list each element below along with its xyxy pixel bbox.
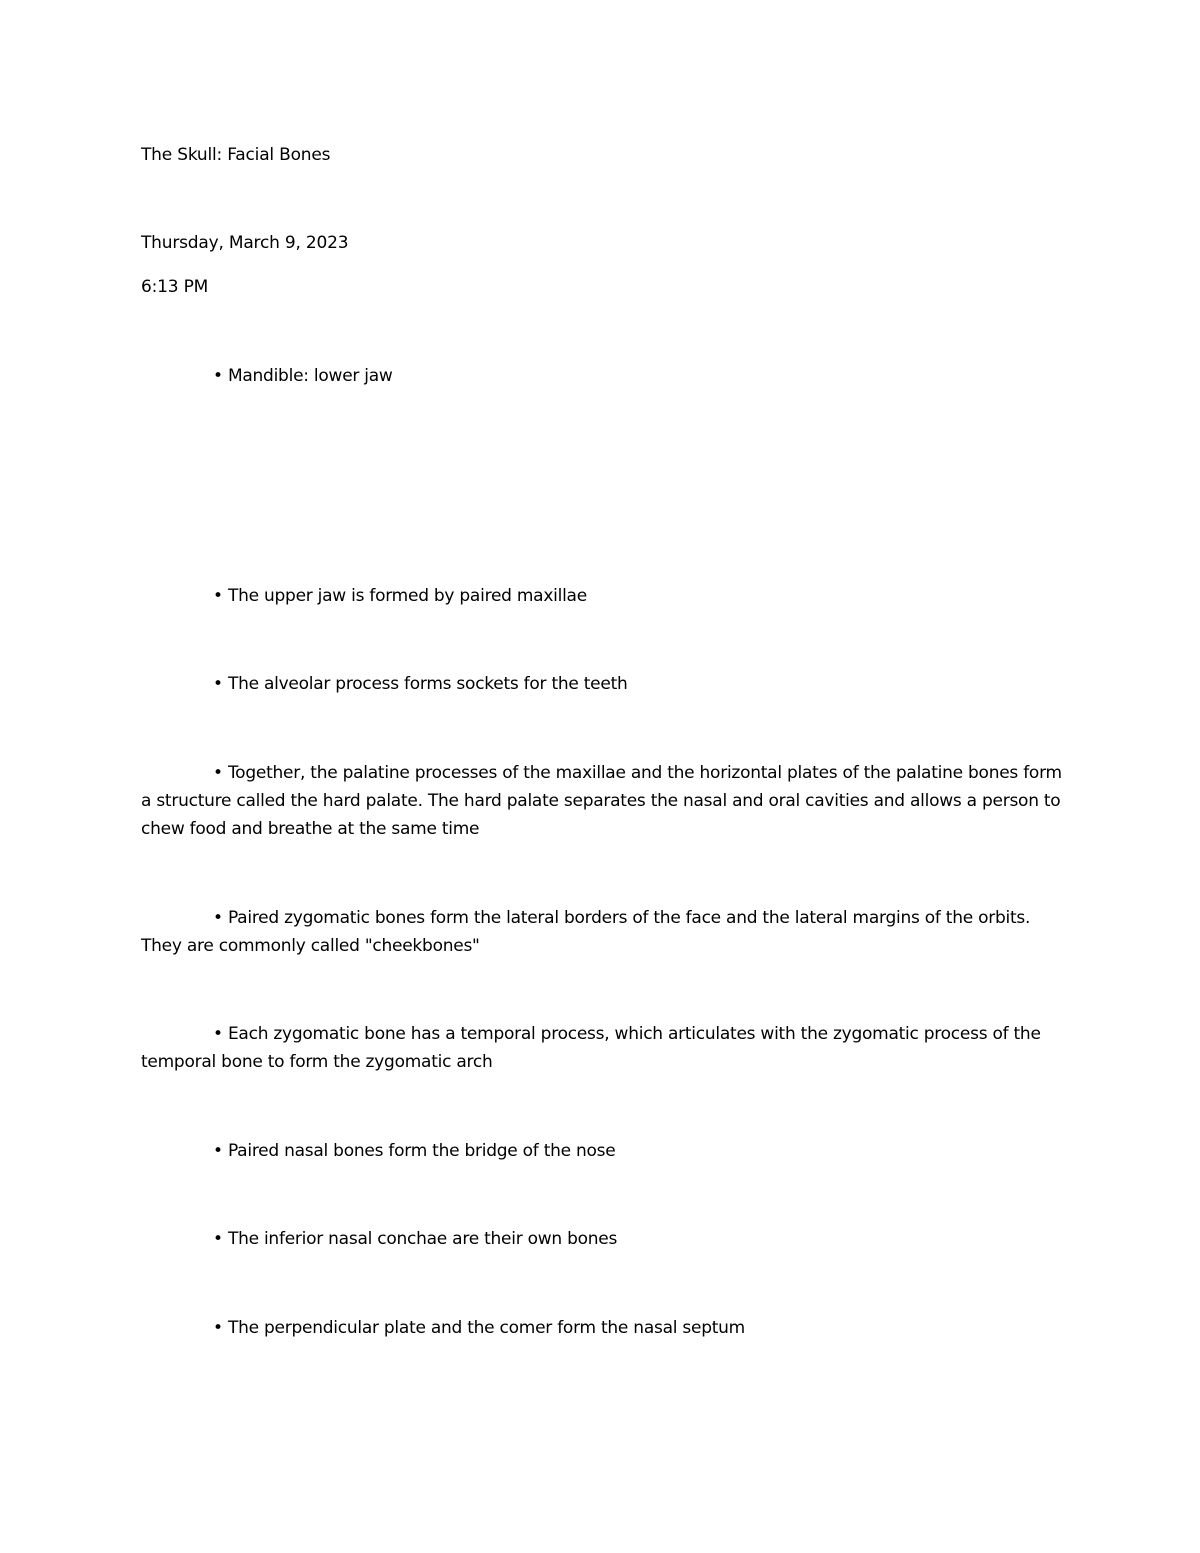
bullet-icon: • — [213, 674, 223, 694]
bullet-icon: • — [213, 1229, 223, 1249]
bullet-text: Mandible: lower jaw — [227, 366, 393, 386]
page-title: The Skull: Facial Bones — [141, 145, 331, 165]
bullet-text: Together, the palatine processes of the maxillae and the horizontal plates of the palatine bones form a structure called the hard palate. The hard palate separates the nasal and oral cavities and allows a person to chew food and breathe at the same time — [141, 763, 1062, 839]
bullet-item-zygomatic-arch — [141, 1020, 1071, 1076]
note-date: Thursday, March 9, 2023 — [141, 233, 349, 253]
bullet-text: The inferior nasal conchae are their own bones — [227, 1229, 618, 1249]
bullet-item-nasal-septum — [141, 1314, 1071, 1342]
bullet-text: The alveolar process forms sockets for the teeth — [227, 674, 628, 694]
bullet-item-nasal-conchae — [141, 1225, 1071, 1253]
bullet-text: Paired zygomatic bones form the lateral borders of the face and the lateral margins of the orbits. They are commonly called "cheekbones" — [141, 908, 1031, 956]
bullet-item-mandible — [141, 362, 1071, 390]
bullet-icon: • — [213, 763, 223, 783]
bullet-item-maxillae — [141, 582, 1071, 610]
bullet-icon: • — [213, 1141, 223, 1161]
bullet-icon: • — [213, 586, 223, 606]
bullet-icon: • — [213, 366, 223, 386]
bullet-item-zygomatic-bones — [141, 904, 1071, 960]
note-time: 6:13 PM — [141, 277, 209, 297]
bullet-text: Paired nasal bones form the bridge of the nose — [227, 1141, 616, 1161]
bullet-text: Each zygomatic bone has a temporal process, which articulates with the zygomatic process of the temporal bone to form the zygomatic arch — [141, 1024, 1041, 1072]
bullet-item-alveolar-process — [141, 670, 1071, 698]
bullet-item-hard-palate — [141, 759, 1071, 843]
bullet-icon: • — [213, 908, 223, 928]
bullet-item-nasal-bones — [141, 1137, 1071, 1165]
bullet-icon: • — [213, 1318, 223, 1338]
bullet-text: The perpendicular plate and the comer form the nasal septum — [227, 1318, 745, 1338]
bullet-text: The upper jaw is formed by paired maxillae — [227, 586, 587, 606]
bullet-icon: • — [213, 1024, 223, 1044]
